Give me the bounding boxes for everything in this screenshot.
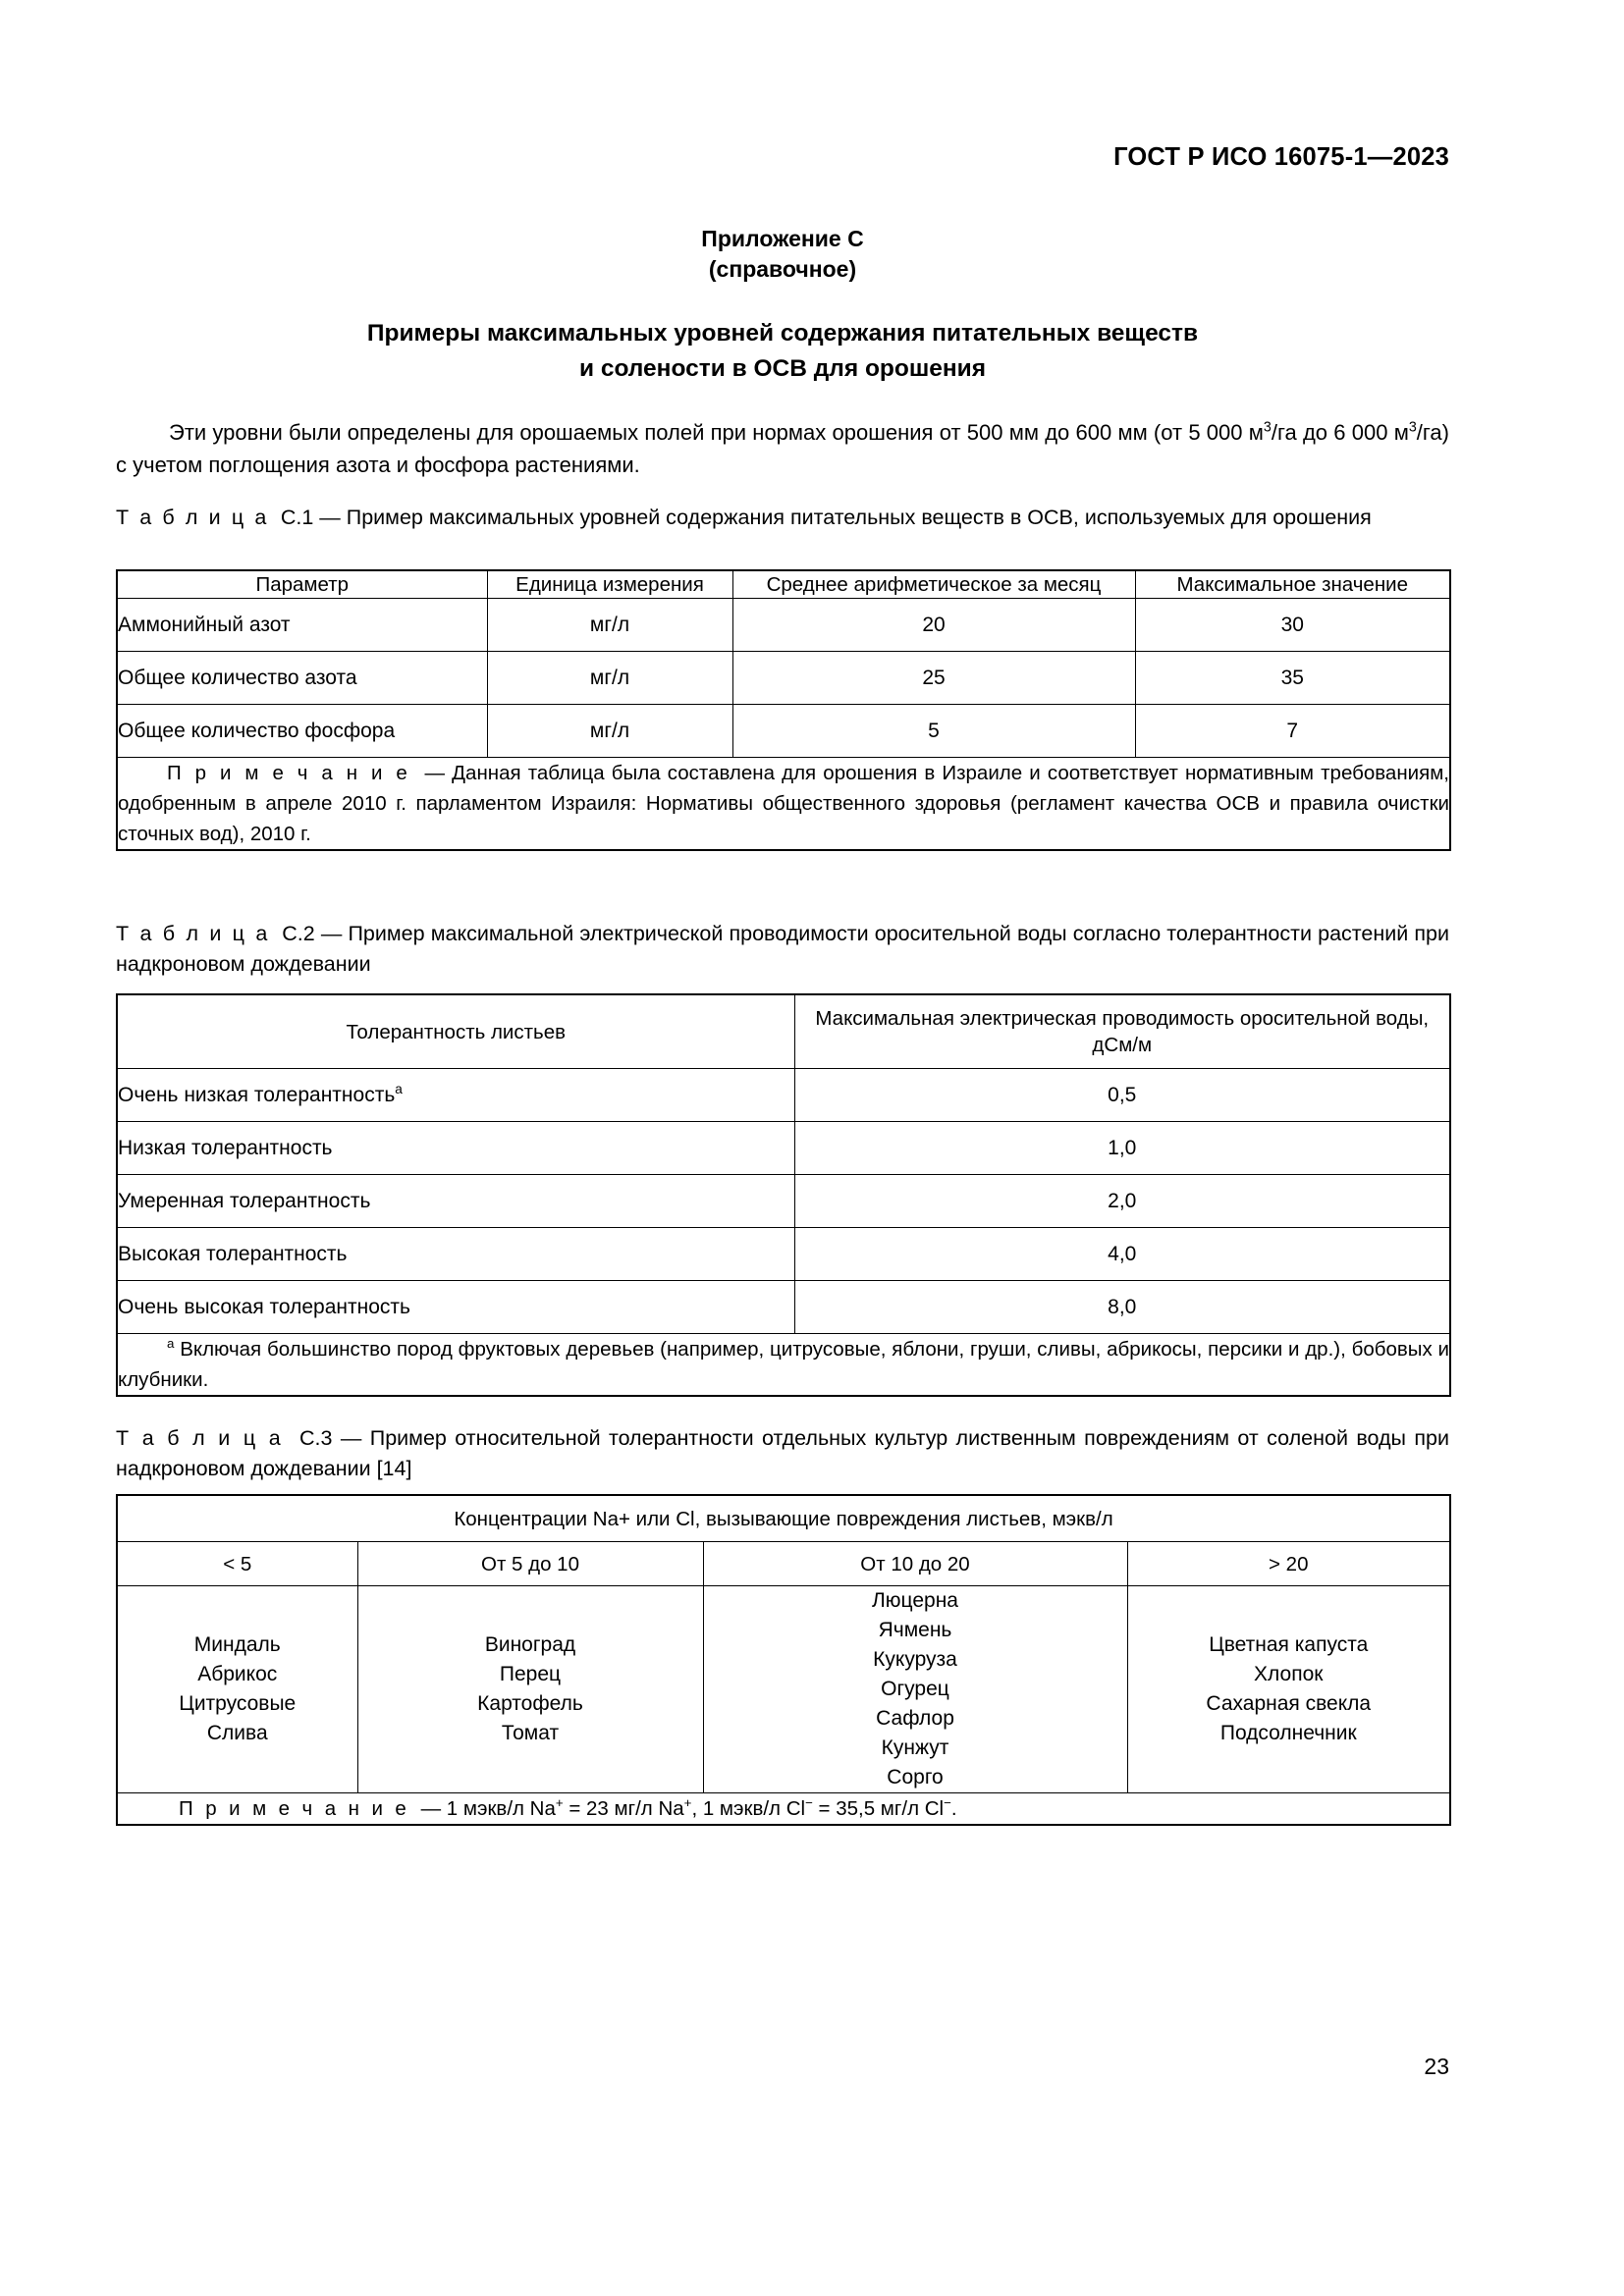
table-c2-r0-c0-label: Очень низкая толерантность xyxy=(118,1083,396,1106)
table-c2-r0-c0 xyxy=(117,1069,794,1122)
table-c1-col-3: Максимальное значение xyxy=(1135,570,1450,599)
table-c3-col-3: > 20 xyxy=(1127,1542,1450,1586)
list-item: Миндаль xyxy=(193,1633,281,1656)
table-c3-note-row xyxy=(117,1793,1450,1826)
table-c2-r4-c0: Очень высокая толерантность xyxy=(117,1281,794,1334)
table-c1-header-row xyxy=(117,570,1450,599)
list-item: Кукуруза xyxy=(873,1648,957,1671)
table-c3-cell-2 xyxy=(703,1586,1127,1793)
table-c3-note-sup-1: + xyxy=(555,1795,564,1811)
table-c3-note-p4: = 35,5 мг/л Cl xyxy=(812,1797,945,1820)
table-c3-note-p1: — 1 мэкв/л Na xyxy=(420,1797,556,1820)
table-c3-header-row xyxy=(117,1542,1450,1586)
table-c3-col-0: < 5 xyxy=(117,1542,357,1586)
table-c1-r2-c2: 5 xyxy=(732,705,1135,758)
list-item: Сахарная свекла xyxy=(1206,1692,1372,1715)
table-c3-note-sup-4: − xyxy=(944,1795,951,1811)
table-row xyxy=(117,652,1450,705)
annex-heading xyxy=(116,224,1449,285)
table-c3-cell-3 xyxy=(1127,1586,1450,1793)
list-item: Люцерна xyxy=(872,1589,958,1612)
page-number: 23 xyxy=(1424,2054,1449,2079)
table-c1-col-1: Единица измерения xyxy=(487,570,732,599)
table-c3-note xyxy=(117,1793,1450,1826)
table-c3-col-1: От 5 до 10 xyxy=(357,1542,703,1586)
table-c1-caption-number: С.1 xyxy=(280,506,314,529)
table-c1-r2-c1: мг/л xyxy=(487,705,732,758)
intro-sup-1: 3 xyxy=(1263,419,1272,436)
table-c1-r0-c0: Аммонийный азот xyxy=(117,599,487,652)
page-title-line-1: Примеры максимальных уровней содержания питательных веществ xyxy=(366,320,1199,347)
list-item: Хлопок xyxy=(1254,1663,1324,1685)
table-c2-footnote-row xyxy=(117,1334,1450,1397)
intro-text-d: /га) с учетом поглощения азота и фосфора растениями. xyxy=(116,420,1449,477)
table-c2-footnote-text: Включая большинство пород фруктовых деревьев (например, цитрусовые, яблони, груши, сливы, абрикосы, персики и др.), бобовых и клубники. xyxy=(118,1338,1450,1391)
table-c1-container xyxy=(116,569,1449,851)
table-c2-caption xyxy=(116,919,1449,980)
table-c2-header-row xyxy=(117,994,1450,1069)
table-row xyxy=(117,599,1450,652)
table-c2-r3-c1: 4,0 xyxy=(794,1228,1450,1281)
list-item: Подсолнечник xyxy=(1219,1722,1357,1744)
list-item: Цитрусовые xyxy=(179,1692,297,1715)
table-c1-r1-c0: Общее количество азота xyxy=(117,652,487,705)
table-c3-span-header-row xyxy=(117,1495,1450,1542)
table-c1-col-2: Среднее арифметическое за месяц xyxy=(732,570,1135,599)
table-c1-note-label: П р и м е ч а н и е xyxy=(167,762,411,784)
list-item: Кунжут xyxy=(881,1736,949,1759)
table-c2-footnote-marker: a xyxy=(167,1336,175,1352)
table-c2-r2-c1: 2,0 xyxy=(794,1175,1450,1228)
page-title-line-2: и солености в ОСВ для орошения xyxy=(578,355,987,382)
table-c2-caption-label: Т а б л и ц а xyxy=(116,922,270,945)
table-c3-col-2: От 10 до 20 xyxy=(703,1542,1127,1586)
table-c3-caption-label: Т а б л и ц а xyxy=(116,1426,284,1450)
table-c3-note-p2: = 23 мг/л Na xyxy=(563,1797,684,1820)
table-c2-r0-c1: 0,5 xyxy=(794,1069,1450,1122)
list-item: Картофель xyxy=(477,1692,583,1715)
table-c2-r0-footnote-marker: a xyxy=(395,1081,403,1096)
list-item: Перец xyxy=(499,1663,562,1685)
intro-paragraph xyxy=(116,416,1449,481)
table-c3-note-sup-2: + xyxy=(683,1795,692,1811)
list-item: Ячмень xyxy=(878,1619,952,1641)
table-c2-r1-c0: Низкая толерантность xyxy=(117,1122,794,1175)
table-c1-r2-c0: Общее количество фосфора xyxy=(117,705,487,758)
table-c3-caption xyxy=(116,1423,1449,1484)
table-c1-caption-text: — Пример максимальных уровней содержания питательных веществ в ОСВ, используемых для орошения xyxy=(319,506,1372,529)
table-c2-r4-c1: 8,0 xyxy=(794,1281,1450,1334)
table-c3 xyxy=(116,1494,1451,1826)
table-c3-container xyxy=(116,1494,1449,1826)
intro-text-c: до 6 000 м xyxy=(1302,420,1409,445)
list-item: Сорго xyxy=(887,1766,944,1789)
table-c3-cell-1 xyxy=(357,1586,703,1793)
table-c1-col-0: Параметр xyxy=(117,570,487,599)
annex-label: Приложение С xyxy=(701,226,864,251)
table-c2-r3-c0: Высокая толерантность xyxy=(117,1228,794,1281)
table-c1-r0-c3: 30 xyxy=(1135,599,1450,652)
table-c2-col-1: Максимальная электрическая проводимость оросительной воды, дСм/м xyxy=(794,994,1450,1069)
table-c1-note xyxy=(117,758,1450,851)
table-c2-r2-c0: Умеренная толерантность xyxy=(117,1175,794,1228)
list-item: Виноград xyxy=(484,1633,576,1656)
table-c1 xyxy=(116,569,1451,851)
table-row xyxy=(117,705,1450,758)
table-c3-span-header: Концентрации Na+ или Cl, вызывающие повреждения листьев, мэкв/л xyxy=(117,1495,1450,1542)
table-c2 xyxy=(116,993,1451,1397)
table-c3-cell-0 xyxy=(117,1586,357,1793)
table-row xyxy=(117,1122,1450,1175)
list-item: Абрикос xyxy=(197,1663,278,1685)
table-c2-footnote xyxy=(117,1334,1450,1397)
table-row xyxy=(117,1281,1450,1334)
page-title xyxy=(116,316,1449,387)
table-c3-caption-text: — Пример относительной толерантности отдельных культур лиственным повреждениям от соленой воды при надкроновом дождевании [14] xyxy=(116,1426,1449,1480)
document-header-standard-id: ГОСТ Р ИСО 16075-1—2023 xyxy=(1113,143,1449,171)
table-c1-r0-c2: 20 xyxy=(732,599,1135,652)
table-c1-caption xyxy=(116,503,1449,533)
table-c1-note-row xyxy=(117,758,1450,851)
table-c3-note-label: П р и м е ч а н и е xyxy=(179,1797,410,1820)
intro-text-a: Эти уровни были определены для орошаемых полей при нормах орошения от 500 мм до 600 мм (от 5 000 м xyxy=(169,420,1264,445)
intro-sup-2: 3 xyxy=(1408,419,1417,436)
table-c2-container xyxy=(116,993,1449,1397)
list-item: Цветная капуста xyxy=(1209,1633,1369,1656)
list-item: Слива xyxy=(206,1722,268,1744)
table-c3-data-row xyxy=(117,1586,1450,1793)
table-c3-note-p5: . xyxy=(950,1797,957,1820)
table-c2-caption-text: — Пример максимальной электрической проводимости оросительной воды согласно толерантности растений при надкроновом дождевании xyxy=(116,922,1449,976)
table-row xyxy=(117,1069,1450,1122)
table-c1-note-text: — Данная таблица была составлена для орошения в Израиле и соответствует нормативным требованиям, одобренным в апреле 2010 г. парламентом Израиля: Нормативы общественного здоровья (регламент качества ОСВ и правила очистки сточных вод), 2010 г. xyxy=(118,762,1449,845)
table-c2-r1-c1: 1,0 xyxy=(794,1122,1450,1175)
intro-text-b: /га xyxy=(1271,420,1297,445)
table-row xyxy=(117,1175,1450,1228)
table-c1-r1-c3: 35 xyxy=(1135,652,1450,705)
table-c3-caption-number: С.3 xyxy=(299,1426,333,1450)
table-c2-caption-number: С.2 xyxy=(282,922,315,945)
annex-kind: (справочное) xyxy=(708,256,857,282)
table-c1-r0-c1: мг/л xyxy=(487,599,732,652)
list-item: Огурец xyxy=(881,1678,949,1700)
table-c1-r2-c3: 7 xyxy=(1135,705,1450,758)
table-c2-col-0: Толерантность листьев xyxy=(117,994,794,1069)
table-c1-r1-c2: 25 xyxy=(732,652,1135,705)
table-c1-caption-label: Т а б л и ц а xyxy=(116,506,269,529)
list-item: Томат xyxy=(501,1722,560,1744)
table-c3-note-p3: , 1 мэкв/л Cl xyxy=(691,1797,806,1820)
table-row xyxy=(117,1228,1450,1281)
table-c1-r1-c1: мг/л xyxy=(487,652,732,705)
list-item: Сафлор xyxy=(876,1707,954,1730)
table-c3-note-sup-3: − xyxy=(805,1795,813,1811)
